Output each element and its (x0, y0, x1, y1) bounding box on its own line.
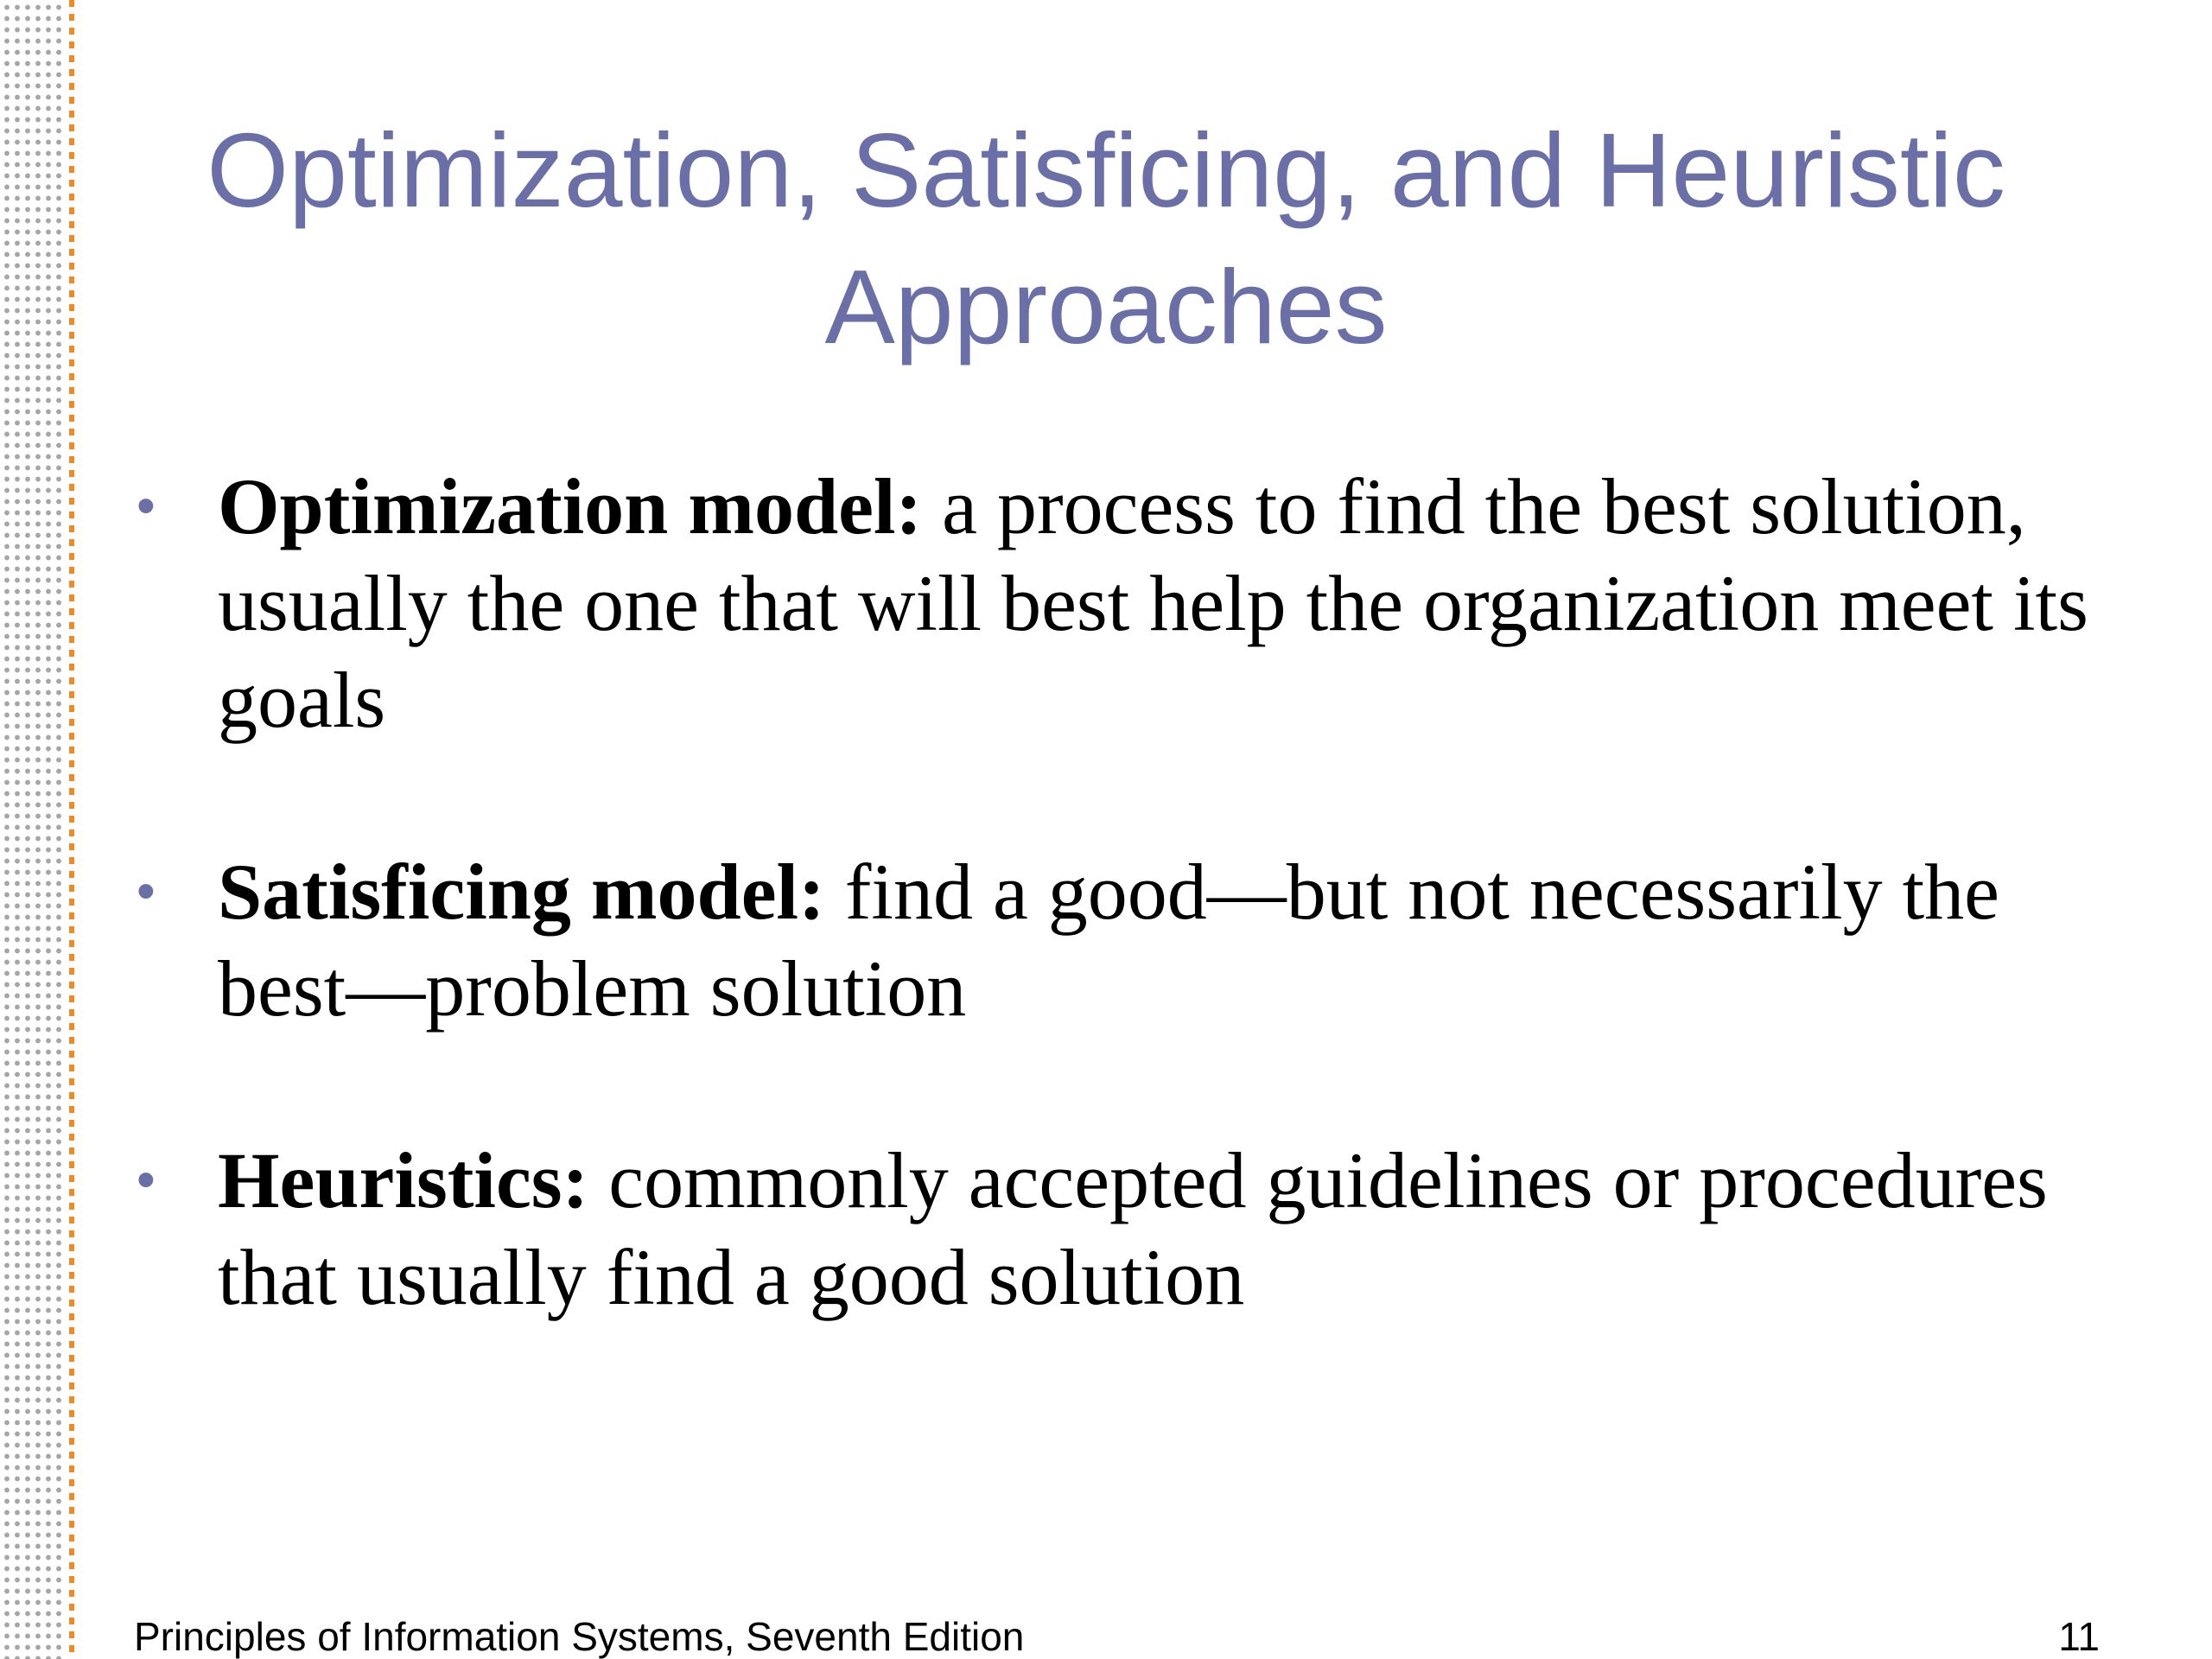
footer-source: Principles of Information Systems, Seventh Edition (134, 1614, 1025, 1659)
bullet-item-optimization (130, 458, 2117, 748)
bullet-item-satisficing (130, 843, 2117, 1037)
bullet-dot-icon: • (137, 861, 156, 921)
bullet-term: Heuristics: (218, 1136, 609, 1224)
bullet-text: commonly accepted guidelines or procedures that usually find a good solution (218, 1136, 2048, 1321)
footer-page-number: 11 (2058, 1614, 2100, 1659)
bullet-text: find a good—but not necessarily the best—problem solution (218, 848, 2000, 1033)
bullet-term: Satisficing model: (218, 848, 845, 936)
slide-title: Optimization, Satisficing, and Heuristic Approaches (207, 111, 2005, 365)
bullet-dot-icon: • (137, 1150, 156, 1210)
decorative-orange-rule (69, 0, 74, 1659)
bullet-dot-icon: • (137, 476, 156, 536)
bullet-item-heuristics (130, 1132, 2117, 1325)
bullet-text: a process to find the best solution, usually the one that will best help the organization meet its goals (218, 462, 2088, 744)
bullet-list (130, 458, 2117, 1421)
decorative-dot-strip (0, 0, 62, 1659)
bullet-term: Optimization model: (218, 462, 943, 550)
